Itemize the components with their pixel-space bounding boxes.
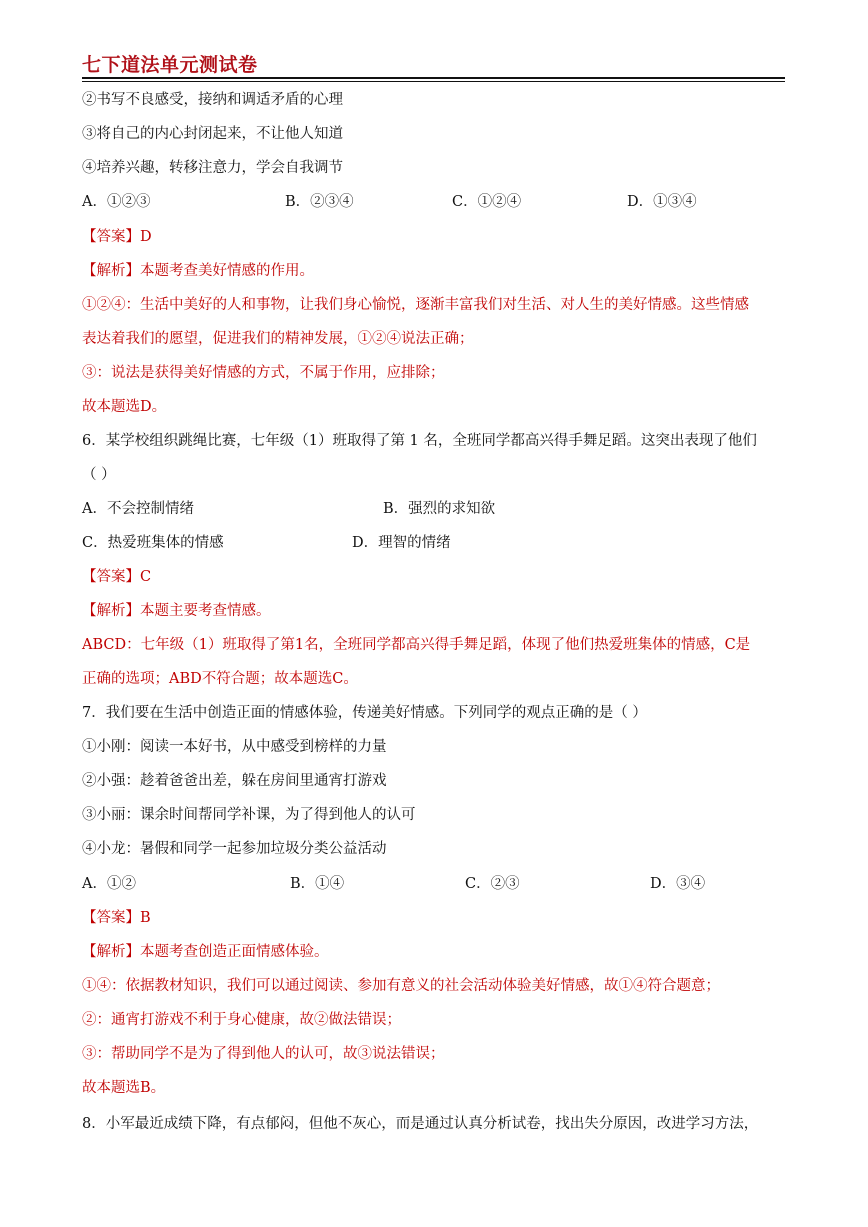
analysis-tag: 【解析】 [82,944,140,960]
q6-stem-2: （ ） [82,467,116,483]
q5-answer [82,227,152,247]
answer-tag: 【答案】 [82,910,140,926]
q6-answer [82,567,151,587]
answer-tag: 【答案】 [82,229,140,245]
q6-option-b: B．强烈的求知欲 [383,501,496,517]
q6-explain-2: 正确的选项；ABD不符合题；故本题选C。 [82,671,358,687]
q5-item-3: ③将自己的内心封闭起来，不让他人知道 [82,126,343,142]
q7-explain-4: 故本题选B。 [82,1080,166,1096]
page-header-title: 七下道法单元测试卷 [82,54,258,76]
answer-value: C [140,569,152,585]
q6-option-d: D．理智的情绪 [352,535,451,551]
q7-explain-2: ②：通宵打游戏不利于身心健康，故②做法错误； [82,1012,401,1028]
q6-stem-1: 6．某学校组织跳绳比赛，七年级（1）班取得了第 1 名，全班同学都高兴得手舞足蹈。这突出表现了他们 [82,433,757,449]
q5-explain-1: ①②④：生活中美好的人和事物，让我们身心愉悦，逐渐丰富我们对生活、对人生的美好情感。这些情感 [82,297,749,313]
q7-option-a: A．①② [82,876,136,892]
q7-option-d: D．③④ [650,876,706,892]
q7-option-c: C．②③ [465,876,520,892]
analysis-text: 本题主要考查情感。 [140,603,271,619]
q6-explain-1: ABCD：七年级（1）班取得了第1名，全班同学都高兴得手舞足蹈，体现了他们热爱班集体的情感，C是 [82,637,751,653]
header-rule-thick [82,77,785,79]
q7-analysis [82,942,329,962]
q7-item-3: ③小丽：课余时间帮同学补课，为了得到他人的认可 [82,807,416,823]
q5-explain-2: 表达着我们的愿望，促进我们的精神发展，①②④说法正确； [82,331,474,347]
q6-option-a: A．不会控制情绪 [82,501,194,517]
q7-explain-3: ③：帮助同学不是为了得到他人的认可，故③说法错误； [82,1046,445,1062]
q5-item-2: ②书写不良感受，接纳和调适矛盾的心理 [82,92,343,108]
q7-item-4: ④小龙：暑假和同学一起参加垃圾分类公益活动 [82,841,387,857]
q5-option-b: B．②③④ [285,194,354,210]
q6-option-c: C．热爱班集体的情感 [82,535,224,551]
q5-option-c: C．①②④ [452,194,522,210]
answer-value: D [140,229,152,245]
q5-explain-4: 故本题选D。 [82,399,167,415]
analysis-text: 本题考查创造正面情感体验。 [140,944,329,960]
analysis-text: 本题考查美好情感的作用。 [140,263,314,279]
q5-analysis [82,261,314,281]
q5-option-d: D．①③④ [627,194,697,210]
q5-item-4: ④培养兴趣，转移注意力，学会自我调节 [82,160,343,176]
q7-item-1: ①小刚：阅读一本好书，从中感受到榜样的力量 [82,739,387,755]
q5-explain-3: ③：说法是获得美好情感的方式，不属于作用，应排除； [82,365,445,381]
q7-stem: 7．我们要在生活中创造正面的情感体验，传递美好情感。下列同学的观点正确的是（ ） [82,705,647,721]
q7-option-b: B．①④ [290,876,345,892]
q8-stem: 8．小军最近成绩下降，有点郁闷，但他不灰心，而是通过认真分析试卷，找出失分原因，改进学习方法， [82,1116,759,1132]
header-rule-thin [82,81,785,82]
answer-tag: 【答案】 [82,569,140,585]
q7-explain-1: ①④：依据教材知识，我们可以通过阅读、参加有意义的社会活动体验美好情感，故①④符合题意； [82,978,720,994]
answer-value: B [140,910,151,926]
analysis-tag: 【解析】 [82,603,140,619]
q7-answer [82,908,151,928]
q5-option-a: A．①②③ [82,194,151,210]
q7-item-2: ②小强：趁着爸爸出差，躲在房间里通宵打游戏 [82,773,387,789]
analysis-tag: 【解析】 [82,263,140,279]
q6-analysis [82,601,271,621]
